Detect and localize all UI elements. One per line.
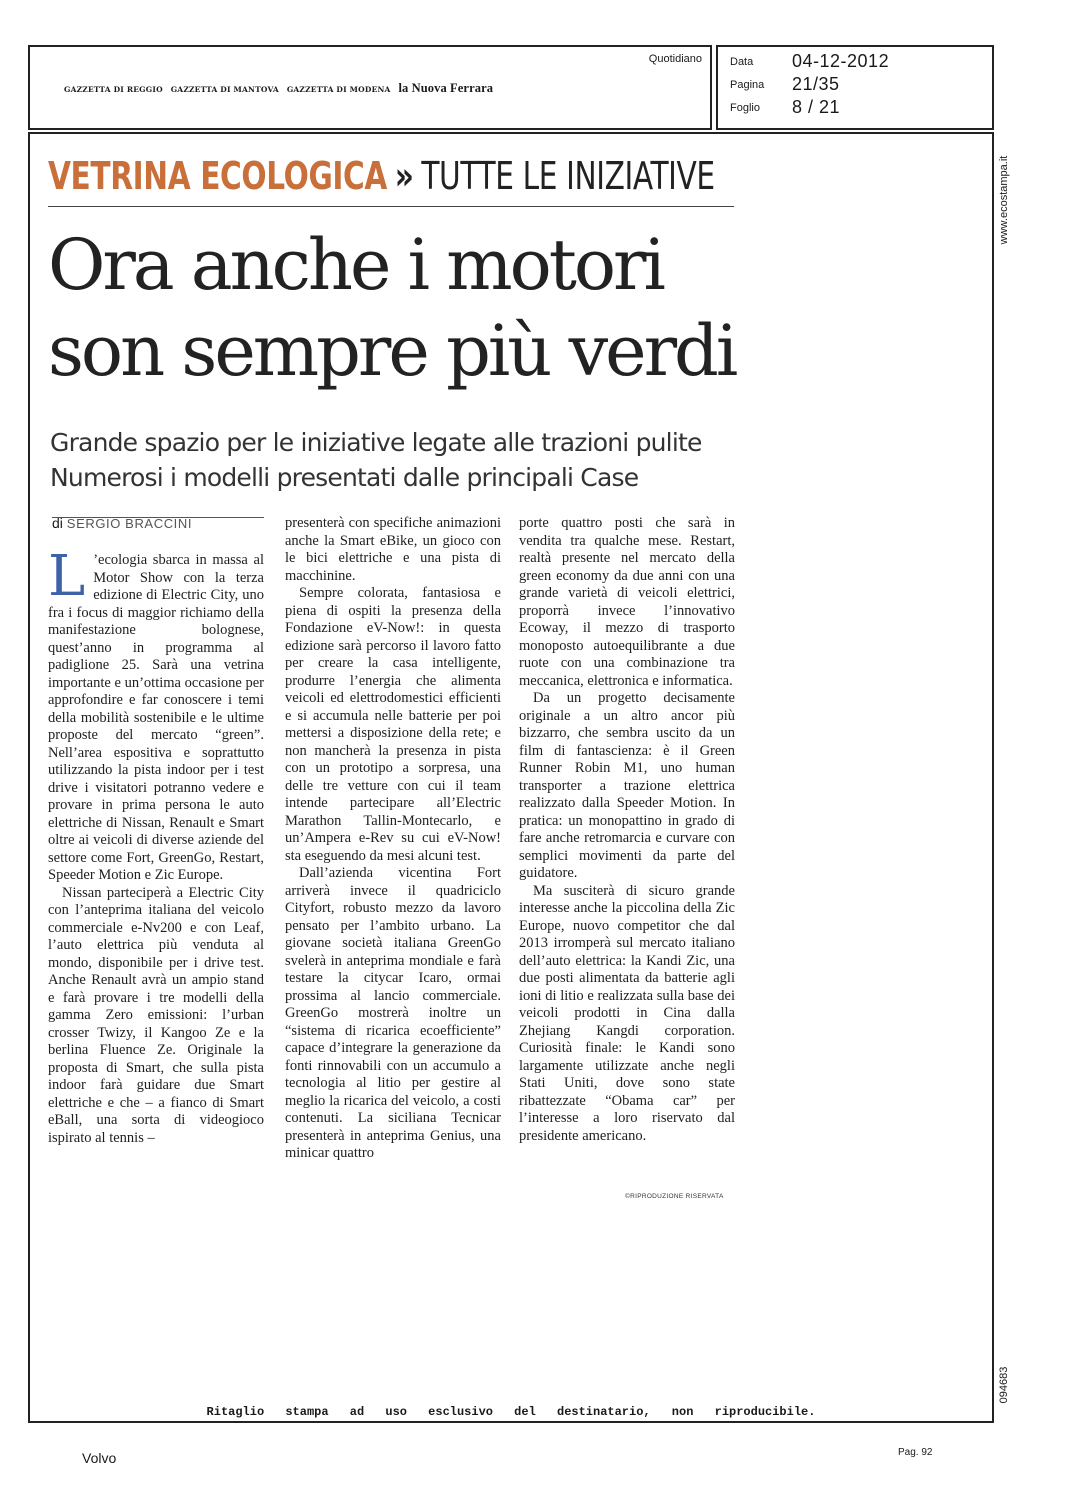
client-name: Volvo xyxy=(82,1450,117,1466)
meta-page-label: Pagina xyxy=(730,78,765,91)
meta-sheet-label: Foglio xyxy=(730,101,760,114)
meta-date-value: 04-12-2012 xyxy=(792,51,890,71)
publication-gazzetta-reggio: GAZZETTA DI REGGIO xyxy=(64,85,163,94)
paragraph-text: ’ecologia sbarca in massa al Motor Show con la terza edizione di Electric City, uno fra i focus di maggior richiamo della manifestazione bolognese, quest’anno in programma al padiglione 25. Sarà una vetrina importante e un’ottima occasione per approfondire e far conoscere i temi della mobilità sostenibile e le ultime proposte del mercato “green”. Nell’area espositiva e soprattutto utilizzando la pista indoor per i test drive i visitatori potranno vedere e provare in prima persona le auto elettriche di Nissan, Renault e Smart oltre ai veicoli di diverse aziende del settore come Fort, GreenGo, Restart, Speeder Motion e Zic Europe. xyxy=(48,552,264,883)
paragraph: porte quattro posti che sarà in vendita tra qualche mese. Restart, realtà presente nel mercato della green economy da due anni con una grande varietà di veicoli elettrici, proporrà invece l’innovativo Ecoway, il mezzo di trasporto monoposto autoequilibrante a due ruote con una combinazione tra meccanica, elettronica e informatica. xyxy=(519,515,735,689)
masthead-box xyxy=(28,45,712,130)
paragraph: Nissan parteciperà a Electric City con l’anteprima italiana del veicolo commerciale e-Nv200 e con Leaf, l’auto elettrica più venduta al mondo, disponibile per i drive test. Anche Renault avrà un ampio stand e farà provare i tre modelli della gamma Zero emissioni: l’urban crosser Twizy, il Kangoo Ze e la berlina Fluence Ze. Originale la proposta di Smart, che sulla pista indoor farà guidare due Smart elettriche e che – a fianco di Smart eBall, una sorta di videogioco ispirato al tennis – xyxy=(48,884,264,1146)
byline-prefix: di xyxy=(52,515,63,531)
paragraph: Ma susciterà di sicuro grande interesse anche la piccolina della Zic Europe, nuovo competitor che dal 2013 irromperà sul mercato italiano dell’auto elettrica: la Kandi Zic, una due posti alimentata da batterie agli ioni di litio e realizzata sulla base dei veicoli prodotti in Cina dalla Zhejiang Kangdi corporation. Curiosità finale: le Kandi sono largamente utilizzate anche negli Stati Uniti, dove sono state ribattezzate “Obama car” per l’interesse a loro riservato dal presidente americano. xyxy=(519,882,735,1144)
subtitle-line-1: Grande spazio per le iniziative legate alle trazioni pulite xyxy=(50,428,702,457)
subtitle-line-2: Numerosi i modelli presentati dalle principali Case xyxy=(50,463,639,492)
meta-date-row xyxy=(730,51,889,72)
meta-date-label: Data xyxy=(730,55,754,68)
side-url xyxy=(992,145,1016,255)
publication-list xyxy=(64,81,493,96)
headline-line-1: Ora anche i motori xyxy=(48,224,663,306)
paragraph: Da un progetto decisamente originale a un altro ancor più bizzarro, che sembra uscito da un film di fantascienza: è il Green Runner Robin M1, uno human transporter a trazione elettrica realizzato dalla Speeder Motion. In pratica: un monopattino in grado di fare anche retromarcia e curvare con semplici movimenti da parte del guidatore. xyxy=(519,690,735,881)
paragraph: Dall’azienda vicentina Fort arriverà invece il quadriciclo Cityfort, robusto mezzo da lavoro pensato per l’ambito urbano. La giovane società italiana GreenGo svelerà in anteprima mondiale e farà testare la citycar Icaro, ormai prossima al lancio commerciale. GreenGo mostrerà inoltre un “sistema di ricarica ecoefficiente” capace d’integrare la generazione da fonti rinnovabili con un accumulo a tecnologia al litio per gestire al meglio la ricarica del veicolo, a costi contenuti. La siciliana Tecnicar presenterà in anteprima Genius, una minicar quattro xyxy=(285,865,501,1161)
publication-nuova-ferrara: la Nuova Ferrara xyxy=(398,81,494,95)
byline-author: SERGIO BRACCINI xyxy=(66,516,193,531)
paragraph: Sempre colorata, fantasiosa e piena di ospiti la presenza della Fondazione eV-Now!: in questa edizione sarà percorso il lavoro fatto per creare la casa intelligente, produrre l’energia che alimenta veicoli ed elettrodomestici efficienti e si accumula nelle batterie per poi mettersi a disposizione della rete; e non mancherà la presenza in pista con un prototipo a sorpresa, una delle tre vetture con cui il team intende partecipare all’Electric Marathon Tallin-Montecarlo, e un’Ampera e-Rev su cui eV-Now! sta eseguendo da mesi alcuni test. xyxy=(285,585,501,864)
byline xyxy=(52,515,192,531)
headline xyxy=(48,222,748,394)
side-code xyxy=(992,1360,1016,1410)
meta-page-row xyxy=(730,74,840,95)
article-column-2 xyxy=(285,515,501,1163)
kicker-section: VETRINA ECOLOGICA xyxy=(48,154,387,198)
side-code-text: 094683 xyxy=(998,1366,1010,1404)
kicker-arrow: » xyxy=(394,154,414,198)
publication-gazzetta-modena: GAZZETTA DI MODENA xyxy=(286,85,391,94)
paragraph xyxy=(48,544,264,885)
article-column-3 xyxy=(519,515,735,1145)
headline-line-2: son sempre più verdi xyxy=(48,310,736,392)
side-url-text: www.ecostampa.it xyxy=(998,155,1010,245)
paragraph: presenterà con specifiche animazioni anche la Smart eBike, un gioco con le bici elettriche e una pista di macchinine. xyxy=(285,515,501,584)
kicker-topic: TUTTE LE INIZIATIVE xyxy=(421,154,715,198)
copyright-note: ©RIPRODUZIONE RISERVATA xyxy=(625,1193,724,1200)
publication-gazzetta-mantova: GAZZETTA DI MANTOVA xyxy=(170,85,279,94)
section-kicker xyxy=(48,150,715,202)
article-column-1 xyxy=(48,544,264,1147)
meta-page-value: 21/35 xyxy=(792,74,840,94)
meta-sheet-value: 8 / 21 xyxy=(792,97,841,117)
meta-sheet-row xyxy=(730,97,840,118)
publication-type: Quotidiano xyxy=(648,53,702,65)
kicker-rule xyxy=(48,206,734,207)
dropcap: L xyxy=(48,544,86,609)
meta-box xyxy=(716,45,994,130)
subtitle xyxy=(50,425,750,495)
page-number: Pag. 92 xyxy=(898,1447,933,1458)
usage-disclaimer: Ritaglio stampa ad uso esclusivo del destinatario, non riproducibile. xyxy=(206,1405,816,1419)
